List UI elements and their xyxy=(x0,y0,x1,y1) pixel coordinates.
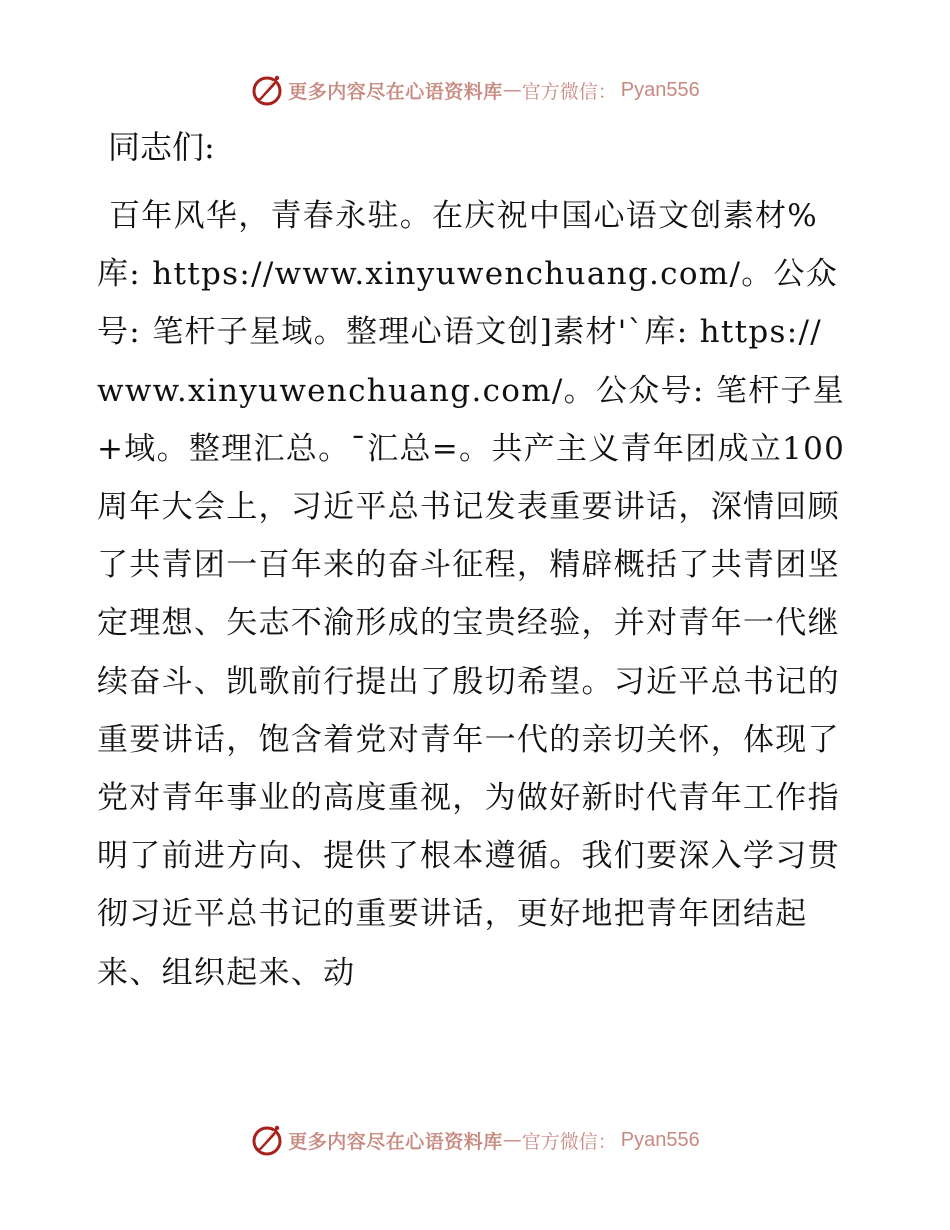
banner-wechat-id: Pyan556 xyxy=(620,1128,700,1151)
banner-wechat-label: 官方微信： xyxy=(521,1130,617,1153)
greeting: 同志们: xyxy=(108,128,215,166)
quill-pen-logo-icon xyxy=(250,1123,284,1157)
banner-title: 更多内容尽在心语资料库 xyxy=(288,80,503,103)
quill-pen-logo-icon xyxy=(250,73,284,107)
header-banner xyxy=(0,72,950,108)
banner-wechat-id: Pyan556 xyxy=(620,78,700,101)
footer-banner xyxy=(0,1122,950,1158)
banner-wechat-label: 官方微信： xyxy=(521,80,617,103)
body-paragraph: 百年风华，青春永驻。在庆祝中国心语文创素材%库: https://www.xinyuwenchuang.com/。公众号: 笔杆子星域。整理心语文创]素材'`库: https://www.xinyuwenchuang.com/。公众号: 笔杆子星+域。整理汇总。¯汇总=。共产主义青年团成立100周年大会上，习近平总书记发表重要讲话，深情回顾了共青团一百年来的奋斗征程，精辟概括了共青团坚定理想、矢志不渝形成的宝贵经验，并对青年一代继续奋斗、凯歌前行提出了殷切希望。习近平总书记的重要讲话，饱含着党对青年一代的亲切关怀，体现了党对青年事业的高度重视，为做好新时代青年工作指明了前进方向、提供了根本遵循。我们要深入学习贯彻习近平总书记的重要讲话，更好地把青年团结起来、组织起来、动 xyxy=(97,198,846,991)
banner-separator: — xyxy=(502,79,522,101)
banner-separator: — xyxy=(502,1129,522,1151)
banner-title: 更多内容尽在心语资料库 xyxy=(288,1130,503,1153)
